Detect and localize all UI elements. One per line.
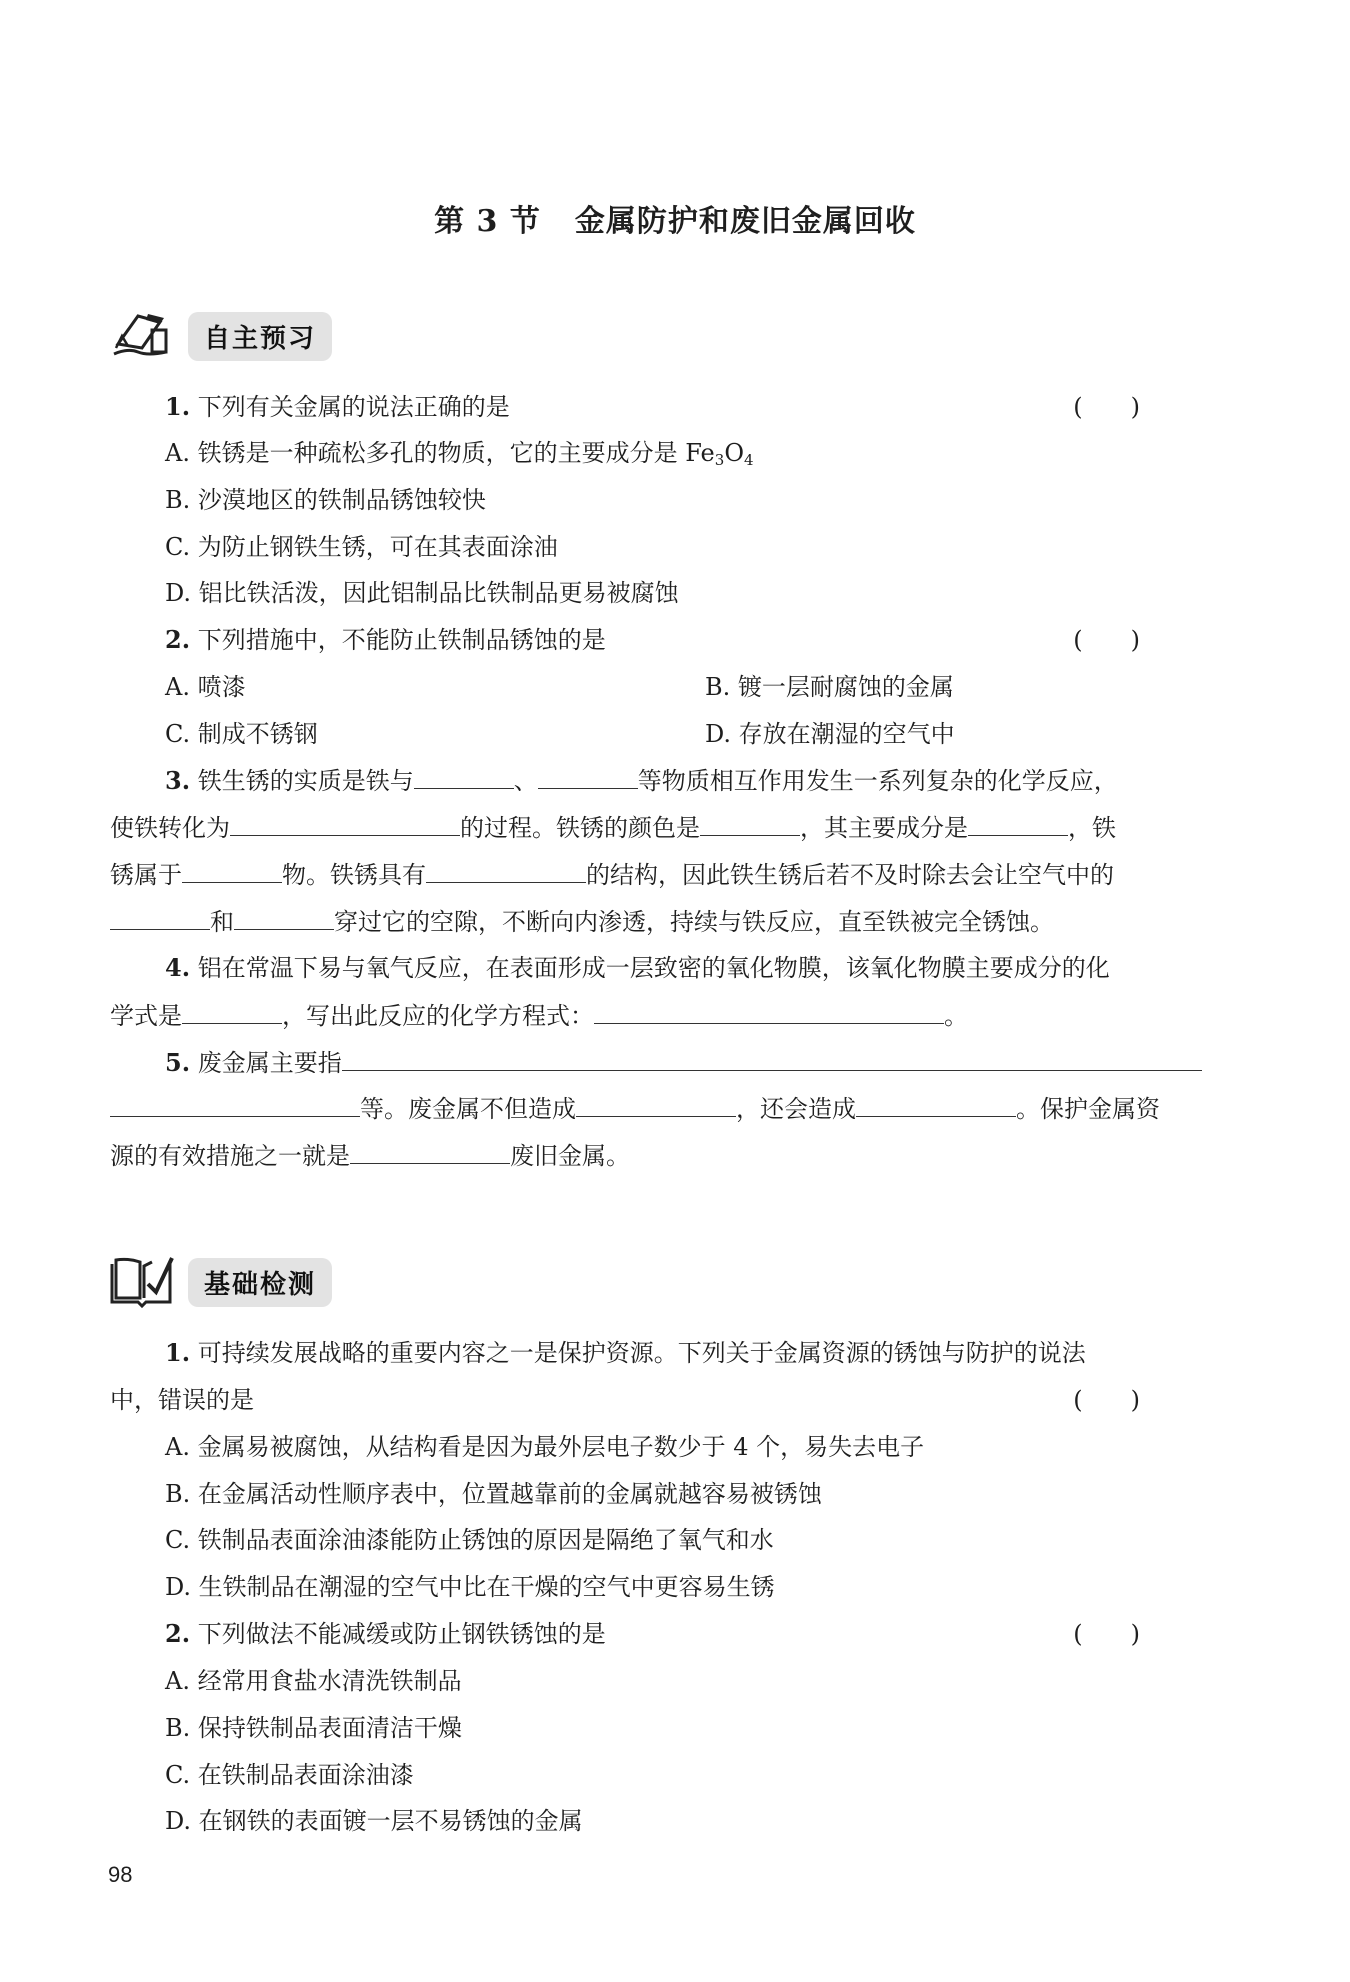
option-c: C. 铁制品表面涂油漆能防止锈蚀的原因是隔绝了氧气和水 — [165, 1526, 774, 1554]
answer-blank[interactable] — [182, 854, 282, 883]
question-stem: 1. 下列有关金属的说法正确的是 ( ) — [165, 387, 1305, 427]
answer-blank[interactable] — [856, 1088, 1016, 1117]
answer-blank[interactable] — [538, 760, 638, 789]
option-a: A. 喷漆 — [165, 673, 246, 701]
section-header-preview — [108, 306, 332, 366]
option-a: A. 金属易被腐蚀，从结构看是因为最外层电子数少于 4 个，易失去电子 — [165, 1433, 925, 1461]
answer-bracket: ( ) — [1073, 1620, 1140, 1648]
option-row — [165, 667, 1305, 707]
answer-bracket: ( ) — [1073, 626, 1140, 654]
question-line: 学式是 ，写出此反应的化学方程式： 。 — [110, 995, 1250, 1035]
section-label: 基础检测 — [188, 1258, 332, 1307]
answer-blank[interactable] — [414, 760, 514, 789]
option-c: C. 在铁制品表面涂油漆 — [165, 1761, 414, 1789]
option-d: D. 存放在潮湿的空气中 — [705, 720, 955, 748]
answer-blank[interactable] — [700, 807, 800, 836]
option-d: D. 铝比铁活泼，因此铝制品比铁制品更易被腐蚀 — [165, 579, 679, 607]
section-number: 第 3 节 — [434, 204, 541, 239]
answer-blank[interactable] — [576, 1088, 736, 1117]
question-line: 源的有效措施之一就是 废旧金属。 — [110, 1135, 1250, 1175]
option-b: B. 在金属活动性顺序表中，位置越靠前的金属就越容易被锈蚀 — [165, 1480, 822, 1508]
option-a: A. 铁锈是一种疏松多孔的物质，它的主要成分是 $Fe_3O_4$ — [165, 439, 754, 469]
option-c: C. 为防止钢铁生锈，可在其表面涂油 — [165, 533, 558, 561]
question-stem: 2. 下列措施中，不能防止铁制品锈蚀的是 ( ) — [165, 620, 1305, 660]
option-b: B. 保持铁制品表面清洁干燥 — [165, 1714, 462, 1742]
option-d: D. 生铁制品在潮湿的空气中比在干燥的空气中更容易生锈 — [165, 1573, 775, 1601]
question-line: 锈属于 物。铁锈具有 的结构，因此铁生锈后若不及时除去会让空气中的 — [110, 854, 1250, 894]
answer-blank[interactable] — [342, 1042, 1202, 1071]
option-row — [165, 714, 1305, 754]
answer-blank[interactable] — [110, 901, 210, 930]
answer-bracket: ( ) — [1073, 1386, 1140, 1414]
question-line: 等。废金属不但造成 ，还会造成 。保护金属资 — [110, 1088, 1250, 1128]
question-line: 使铁转化为 的过程。铁锈的颜色是 ，其主要成分是 ，铁 — [110, 807, 1250, 847]
section-label: 自主预习 — [188, 312, 332, 361]
answer-blank[interactable] — [594, 995, 944, 1024]
question-line: 1. 可持续发展战略的重要内容之一是保护资源。下列关于金属资源的锈蚀与防护的说法 — [165, 1338, 1086, 1367]
answer-blank[interactable] — [426, 854, 586, 883]
question-line: 5. 废金属主要指 — [165, 1042, 1305, 1082]
page-title — [0, 196, 1350, 240]
option-d: D. 在钢铁的表面镀一层不易锈蚀的金属 — [165, 1807, 583, 1835]
option-c: C. 制成不锈钢 — [165, 720, 318, 748]
answer-blank[interactable] — [230, 807, 460, 836]
pen-writing-icon — [108, 308, 174, 364]
answer-blank[interactable] — [182, 995, 282, 1024]
page-number: 98 — [108, 1862, 133, 1887]
answer-blank[interactable] — [968, 807, 1068, 836]
question-line: 和 穿过它的空隙，不断向内渗透，持续与铁反应，直至铁被完全锈蚀。 — [110, 901, 1250, 941]
answer-blank[interactable] — [350, 1135, 510, 1164]
option-b: B. 沙漠地区的铁制品锈蚀较快 — [165, 486, 486, 514]
answer-blank[interactable] — [110, 1088, 360, 1117]
answer-bracket: ( ) — [1073, 393, 1140, 421]
option-a: A. 经常用食盐水清洗铁制品 — [165, 1667, 462, 1695]
question-line: 3. 铁生锈的实质是铁与 、 等物质相互作用发生一系列复杂的化学反应， — [165, 760, 1305, 800]
option-b: B. 镀一层耐腐蚀的金属 — [705, 673, 954, 701]
question-stem: 2. 下列做法不能减缓或防止钢铁锈蚀的是 ( ) — [165, 1614, 1305, 1654]
question-line: 4. 铝在常温下易与氧气反应，在表面形成一层致密的氧化物膜，该氧化物膜主要成分的化 — [165, 953, 1110, 982]
section-title: 金属防护和废旧金属回收 — [574, 204, 916, 239]
question-line: 中，错误的是 ( ) — [110, 1380, 1250, 1420]
answer-blank[interactable] — [234, 901, 334, 930]
section-header-basic — [108, 1252, 332, 1312]
book-check-icon — [108, 1254, 174, 1310]
